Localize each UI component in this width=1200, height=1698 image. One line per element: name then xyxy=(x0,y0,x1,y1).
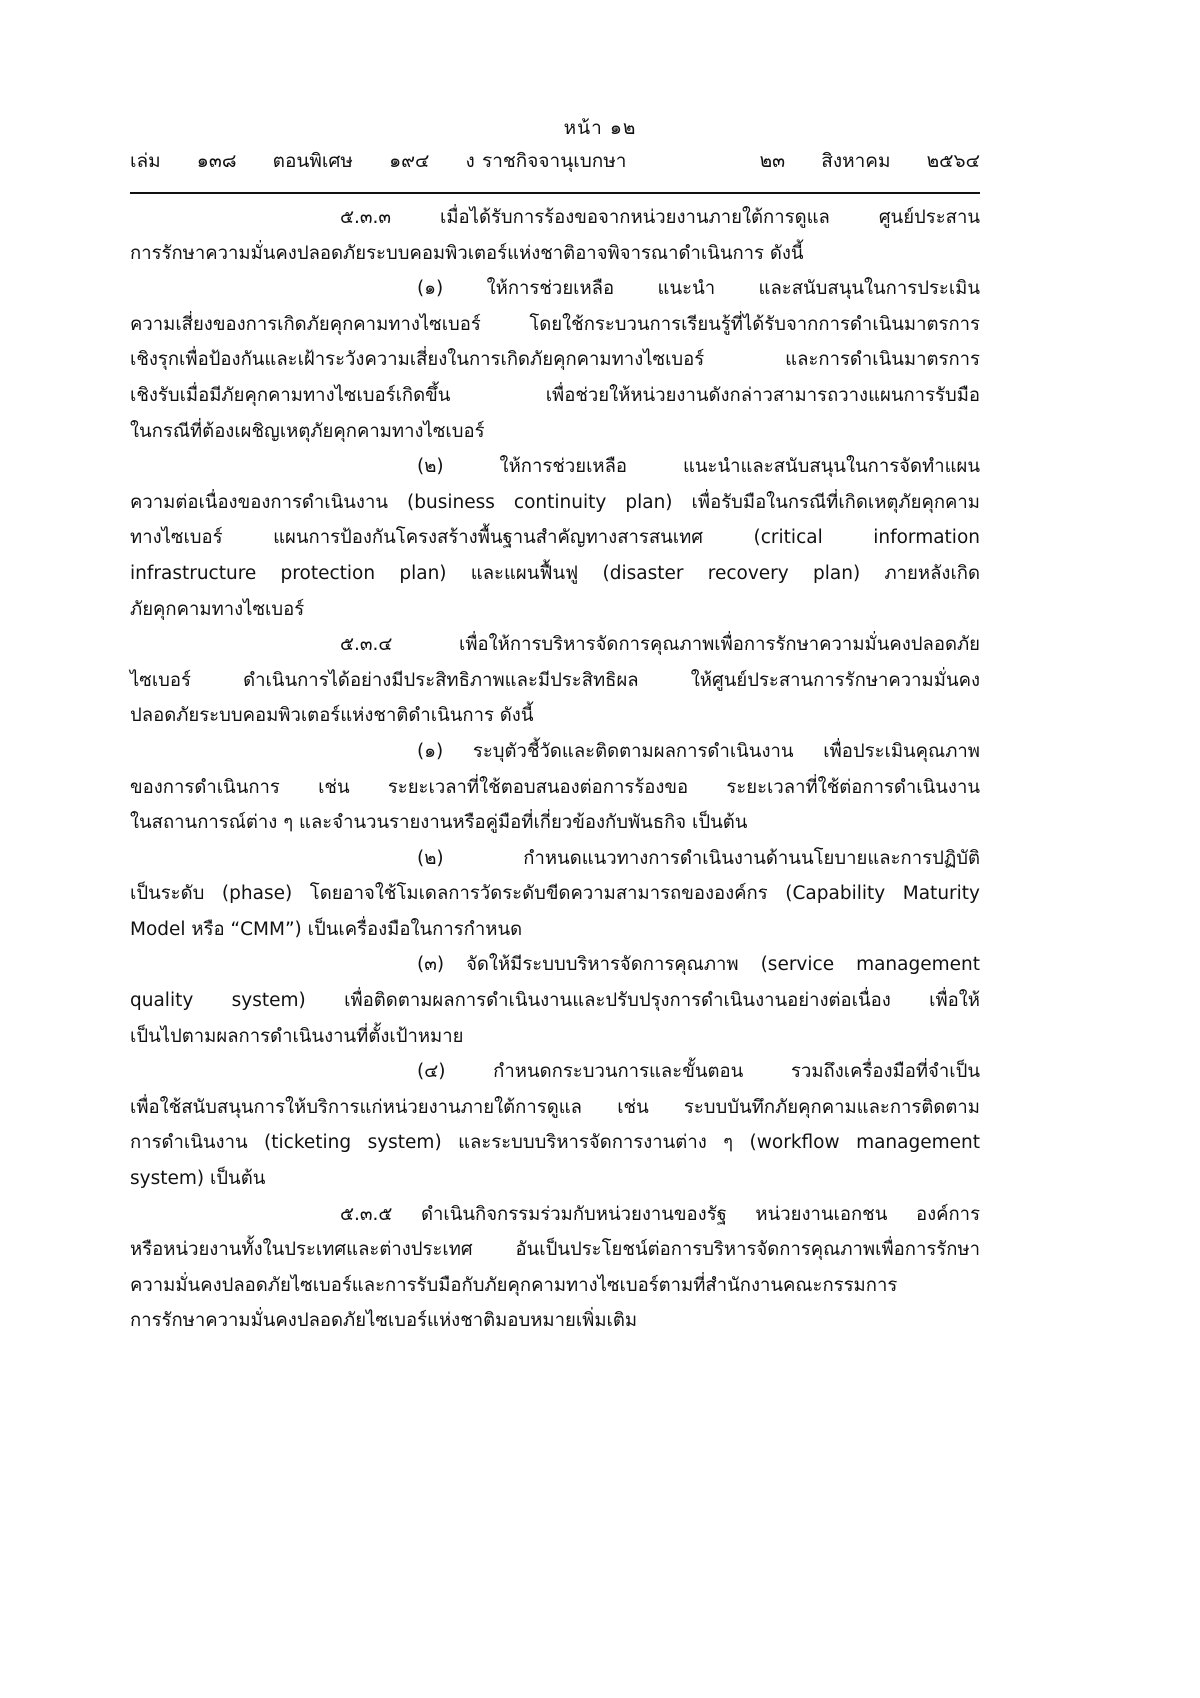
paragraph-line: ๕.๓.๔ เพื่อให้การบริหารจัดการคุณภาพเพื่อการรักษาความมั่นคงปลอดภัย xyxy=(340,634,980,656)
item-1 xyxy=(130,271,980,449)
paragraph-line: ๕.๓.๓ เมื่อได้รับการร้องขอจากหน่วยงานภายใต้การดูแล ศูนย์ประสาน xyxy=(340,207,980,228)
paragraph-line: (๑) ให้การช่วยเหลือ แนะนำ และสนับสนุนในการประเมิน xyxy=(417,278,980,300)
gazette-header xyxy=(130,146,980,182)
paragraph-line: เป็นระดับ (phase) โดยอาจใช้โมเดลการวัดระดับขีดความสามารถขององค์กร (Capability Maturity xyxy=(130,883,980,905)
paragraph-line: เชิงรุกเพื่อป้องกันและเฝ้าระวังความเสี่ยงในการเกิดภัยคุกคามทางไซเบอร์ และการดำเนินมาตรการ xyxy=(130,349,980,371)
paragraph-line: ไซเบอร์ ดำเนินการได้อย่างมีประสิทธิภาพและมีประสิทธิผล ให้ศูนย์ประสานการรักษาความมั่นคง xyxy=(130,669,980,691)
item-3 xyxy=(130,947,980,1054)
volume-issue: เล่ม ๑๓๘ ตอนพิเศษ ๑๙๔ ง xyxy=(130,150,475,172)
section-5-3-3 xyxy=(130,200,980,627)
paragraph-line: ๕.๓.๕ ดำเนินกิจกรรมร่วมกับหน่วยงานของรัฐ หน่วยงานเอกชน องค์การ xyxy=(340,1203,980,1225)
paragraph-line: (๒) ให้การช่วยเหลือ แนะนำและสนับสนุนในการจัดทำแผน xyxy=(417,456,980,478)
paragraph-line: ความต่อเนื่องของการดำเนินงาน (business continuity plan) เพื่อรับมือในกรณีที่เกิดเหตุภัยคุกคาม xyxy=(130,491,980,513)
paragraph-line: ทางไซเบอร์ แผนการป้องกันโครงสร้างพื้นฐานสำคัญทางสารสนเทศ (critical information xyxy=(130,527,980,549)
paragraph-line: เชิงรับเมื่อมีภัยคุกคามทางไซเบอร์เกิดขึ้น เพื่อช่วยให้หน่วยงานดังกล่าวสามารถวางแผนการรับมือ xyxy=(130,384,980,406)
paragraph-line: ในสถานการณ์ต่าง ๆ และจำนวนรายงานหรือคู่มือที่เกี่ยวข้องกับพันธกิจ เป็นต้น xyxy=(130,812,748,834)
paragraph-line: infrastructure protection plan) และแผนฟื้นฟู (disaster recovery plan) ภายหลังเกิด xyxy=(130,562,980,584)
paragraph-line: ของการดำเนินการ เช่น ระยะเวลาที่ใช้ตอบสนองต่อการร้องขอ ระยะเวลาที่ใช้ต่อการดำเนินงาน xyxy=(130,776,980,798)
publication-date: ๒๓ สิงหาคม ๒๕๖๔ xyxy=(759,150,980,172)
item-1 xyxy=(130,734,980,841)
paragraph-line: การรักษาความมั่นคงปลอดภัยระบบคอมพิวเตอร์แห่งชาติอาจพิจารณาดำเนินการ ดังนี้ xyxy=(130,242,804,264)
paragraph-line: ในกรณีที่ต้องเผชิญเหตุภัยคุกคามทางไซเบอร์ xyxy=(130,420,485,442)
item-2 xyxy=(130,841,980,948)
section-5-3-4 xyxy=(130,627,980,1197)
item-2 xyxy=(130,449,980,627)
paragraph-line: ภัยคุกคามทางไซเบอร์ xyxy=(130,598,305,620)
paragraph-line: การรักษาความมั่นคงปลอดภัยไซเบอร์แห่งชาติมอบหมายเพิ่มเติม xyxy=(130,1310,638,1332)
page-number: หน้า ๑๒ xyxy=(563,117,637,139)
paragraph-line: เพื่อใช้สนับสนุนการให้บริการแก่หน่วยงานภายใต้การดูแล เช่น ระบบบันทึกภัยคุกคามและการติดตาม xyxy=(130,1096,980,1118)
paragraph-line: (๒) กำหนดแนวทางการดำเนินงานด้านนโยบายและการปฏิบัติ xyxy=(417,847,980,869)
item-4 xyxy=(130,1054,980,1196)
paragraph-line: (๓) จัดให้มีระบบบริหารจัดการคุณภาพ (service management xyxy=(417,954,980,976)
paragraph-line: ความเสี่ยงของการเกิดภัยคุกคามทางไซเบอร์ โดยใช้กระบวนการเรียนรู้ที่ได้รับจากการดำเนินมาตรการ xyxy=(130,313,980,335)
paragraph-line: Model หรือ “CMM”) เป็นเครื่องมือในการกำหนด xyxy=(130,918,523,940)
document-body xyxy=(130,200,980,1339)
paragraph-line: system) เป็นต้น xyxy=(130,1168,266,1190)
paragraph-line: (๔) กำหนดกระบวนการและขั้นตอน รวมถึงเครื่องมือที่จำเป็น xyxy=(417,1061,980,1083)
paragraph-line: เป็นไปตามผลการดำเนินงานที่ตั้งเป้าหมาย xyxy=(130,1025,464,1047)
paragraph-line: ความมั่นคงปลอดภัยไซเบอร์และการรับมือกับภัยคุกคามทางไซเบอร์ตามที่สำนักงานคณะกรรมการ xyxy=(130,1274,898,1296)
paragraph-line: (๑) ระบุตัวชี้วัดและติดตามผลการดำเนินงาน เพื่อประเมินคุณภาพ xyxy=(417,740,980,762)
paragraph-line: quality system) เพื่อติดตามผลการดำเนินงานและปรับปรุงการดำเนินงานอย่างต่อเนื่อง เพื่อให้ xyxy=(130,990,980,1012)
section-5-3-5 xyxy=(130,1197,980,1339)
header-rule xyxy=(130,192,980,194)
gazette-name: ราชกิจจานุเบกษา xyxy=(482,150,627,172)
paragraph-line: การดำเนินงาน (ticketing system) และระบบบริหารจัดการงานต่าง ๆ (workflow management xyxy=(130,1132,980,1154)
paragraph-line: หรือหน่วยงานทั้งในประเทศและต่างประเทศ อันเป็นประโยชน์ต่อการบริหารจัดการคุณภาพเพื่อการรักษา xyxy=(130,1239,980,1261)
paragraph-line: ปลอดภัยระบบคอมพิวเตอร์แห่งชาติดำเนินการ ดังนี้ xyxy=(130,705,534,727)
